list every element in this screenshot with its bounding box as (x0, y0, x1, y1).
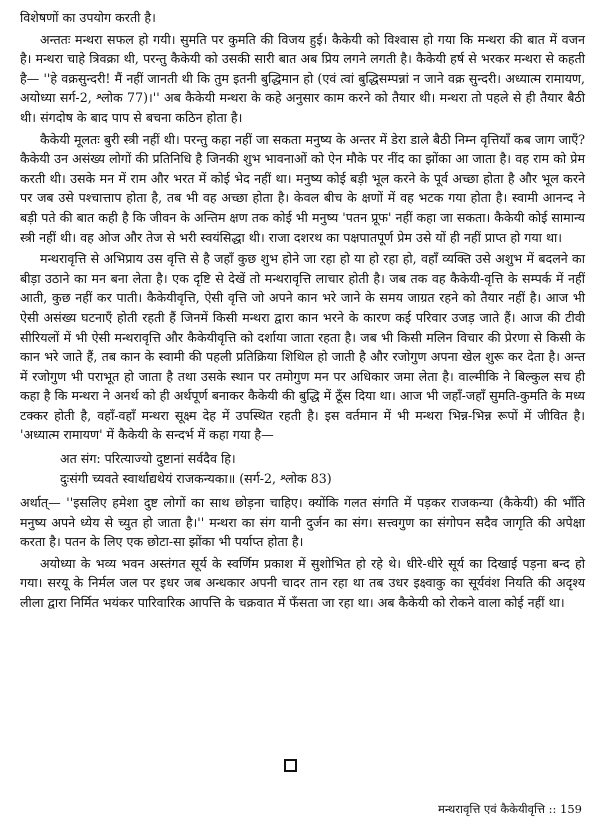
sanskrit-verse (60, 449, 585, 489)
paragraph-continuation: विशेषणों का उपयोग करती है। (20, 10, 156, 25)
end-square-icon (284, 759, 297, 772)
page-body (20, 8, 585, 615)
verse-line-1: अत संग: परित्याज्यो दुष्टानां सर्वदैव हि। (60, 451, 236, 467)
verse-line-2: दुःसंगी च्यवते स्वार्थाद्यथेयं राजकन्यका॥ (सर्ग-2, श्लोक 83) (60, 471, 332, 487)
paragraph-manthara-vritti: मन्थरावृत्ति से अभिप्राय उस वृत्ति से है जहाँ कुछ शुभ होने जा रहा हो या हो रहा हो, वहाँ व्यक्ति उसे अशुभ में बदलने का बीड़ा उठाने का मन बना लेता है। एक दृष्टि से देखें तो मन्थरावृत्ति लाचार होती है। जब तक वह कैकेयी-वृत्ति के सम्पर्क में नहीं आती, कुछ नहीं कर पाती। कैकेयीवृत्ति, ऐसी वृत्ति जो अपने कान भरे जाने के समय जाग्रत रहने को तैयार नहीं है। आज भी ऐसी असंख्य घटनाएँ होती रहती हैं जिनमें किसी मन्थरा द्वारा कान भरने के कारण कई परिवार उजड़ जाते हैं। आज की टीवी सीरियलों में भी ऐसी मन्थरावृत्ति और कैकेयीवृत्ति को दर्शाया जाता रहता है। जब भी किसी मलिन विचार की प्रेरणा से किसी के कान भरे जाते हैं, तब कान के स्वामी की पहली प्रतिक्रिया शिथिल हो जाती है और रजोगुण अपना खेल शुरू कर देता है। अन्त में रजोगुण भी पराभूत हो जाता है तथा उसके स्थान पर तमोगुण मन पर अधिकार जमा लेता है। वाल्मीकि ने बिल्कुल सच ही कहा है कि मन्थरा ने अनर्थ को ही अर्थपूर्ण बनाकर कैकेयी की बुद्धि में ठूँस दिया था। आज भी जहाँ-जहाँ सुमति-कुमति के मध्य टक्कर होती है, वहाँ-वहाँ मन्थरा सूक्ष्म देह में उपस्थित रहती है। इस वर्तमान में भी मन्थरा भिन्न-भिन्न रूपों में जीवित है। 'अध्यात्म रामायण' में कैकेयी के सन्दर्भ में कहा गया है— (20, 251, 585, 443)
page-footer: मन्थरावृत्ति एवं कैकेयीवृत्ति :: 159 (437, 802, 582, 816)
paragraph-ayodhya: अयोध्या के भव्य भवन अस्तंगत सूर्य के स्वर्णिम प्रकाश में सुशोभित हो रहे थे। धीरे-धीरे सूर्य का दिखाई पड़ना बन्द हो गया। सरयू के निर्मल जल पर इधर जब अन्धकार अपनी चादर तान रहा था तब उधर इक्ष्वाकु का सूर्यवंश नियति की अदृश्य लीला द्वारा निर्मित भयंकर पारिवारिक आपत्ति के चक्रवात में फँसता जा रहा था। अब कैकेयी को रोकने वाला कोई नहीं था। (20, 555, 585, 611)
paragraph-meaning: अर्थात्— ''इसलिए हमेशा दुष्ट लोगों का साथ छोड़ना चाहिए। क्योंकि गलत संगति में पड़कर राजकन्या (कैकेयी) की भाँति मनुष्य अपने ध्येय से च्युत हो जाता है।'' मन्थरा का संग यानी दुर्जन का संग। सत्त्वगुण का संगोपन सदैव जागृति की अपेक्षा करता है। पतन के लिए एक छोटा-सा झोंका भी पर्याप्त होता है। (20, 495, 585, 550)
paragraph-kaikeyi-nature: कैकेयी मूलतः बुरी स्त्री नहीं थी। परन्तु कहा नहीं जा सकता मनुष्य के अन्तर में डेरा डाले बैठी निम्न वृत्तियाँ कब जाग जाएँ? कैकेयी उन असंख्य लोगों की प्रतिनिधि है जिनकी शुभ भावनाओं को ऐन मौके पर नींद का झोंका आ जाता है। वह राम को प्रेम करती थी। उसके मन में राम और भरत में कोई भेद नहीं था। मनुष्य कोई बड़ी भूल करने के पूर्व अच्छा होता है और भूल करने पर जब उसे पश्चात्ताप होता है, तब भी वह अच्छा होता है। केवल बीच के क्षणों में वह भटक गया होता है। स्वामी आनन्द ने बड़ी पते की बात कही है कि जीवन के अन्तिम क्षण तक कोई भी मनुष्य 'पतन प्रूफ' नहीं कहा जा सकता। कैकेयी कोई सामान्य स्त्री नहीं थी। वह ओज और तेज से भरी स्वयंसिद्धा थी। राजा दशरथ का पक्षपातपूर्ण प्रेम उसे यों ही नहीं प्राप्त हो गया था। (20, 131, 585, 245)
paragraph-manthara-success: अन्ततः मन्थरा सफल हो गयी। सुमति पर कुमति की विजय हुई। कैकेयी को विश्वास हो गया कि मन्थरा की बात में वजन है। मन्थरा चाहे त्रिवक्रा थी, परन्तु कैकेयी को उसकी सारी बात अब प्रिय लगने लगती है। कैकेयी हर्ष से भरकर मन्थरा से कहती है— ''हे वक्रसुन्दरी! मैं नहीं जानती थी कि तुम इतनी बुद्धिमान हो (एवं त्वां बुद्धिसम्पन्नां न जाने वक्र सुन्दरी। अध्यात्म रामायण, अयोध्या सर्ग-2, श्लोक 77)।'' अब कैकेयी मन्थरा के कहे अनुसार काम करने को तैयार थी। मन्थरा तो पहले से ही तैयार बैठी थी। संगदोष के बाद पाप से बचना कठिन होता है। (20, 31, 586, 125)
